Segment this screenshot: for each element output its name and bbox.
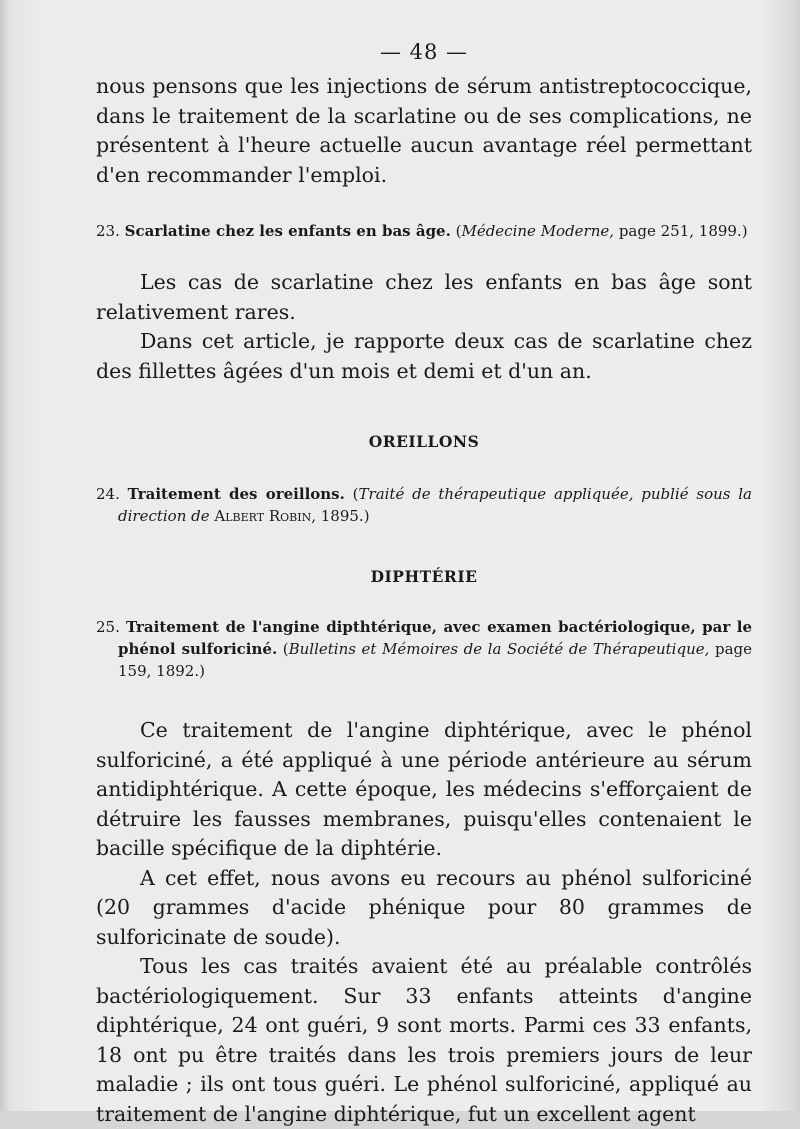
entry-23-journal: Médecine Moderne, xyxy=(461,222,615,240)
entry-23 xyxy=(96,220,752,242)
entry-23-title: Scarlatine chez les enfants en bas âge. xyxy=(124,222,451,240)
entry-23-ref-open: ( xyxy=(455,222,462,240)
entry-23-ref-rest: page 251, 1899.) xyxy=(614,222,748,240)
entry-24-title: Traitement des oreillons. xyxy=(127,485,345,503)
entry-24-ref-open: ( xyxy=(352,485,359,503)
section-heading-diphterie: DIPHTÉRIE xyxy=(370,567,478,586)
paragraph-23-b: Dans cet article, je rapporte deux cas de scarlatine chez des fillettes âgées d'un mois et demi et d'un an. xyxy=(96,329,752,383)
entry-25-ref-rest: page 159, 1892.) xyxy=(118,640,752,680)
entry-25-title: Traitement de l'angine dipthtérique, avec examen bactériologique, par le phénol sulforiciné. xyxy=(118,618,752,658)
entry-25-journal: Bulletins et Mémoires de la Société de Thérapeutique, xyxy=(288,640,710,658)
entry-25-ref-open: ( xyxy=(282,640,289,658)
paragraph-25-a: Ce traitement de l'angine diphtérique, avec le phénol sulforiciné, a été appliqué à une période antérieure au sérum antidiphtérique. A cette époque, les médecins s'efforçaient de détruire les fausses membranes, puisqu'elles contenaient le bacille spécifique de la diphtérie. xyxy=(96,718,752,860)
entry-24-number: 24. xyxy=(96,485,120,503)
entry-24-ref-rest: , 1895.) xyxy=(311,507,370,525)
entry-25-number: 25. xyxy=(96,618,120,636)
entry-24-author: Albert Robin xyxy=(214,507,312,525)
intro-paragraph: nous pensons que les injections de sérum antistreptococcique, dans le traitement de la scarlatine ou de ses complications, ne présentent à l'heure actuelle aucun avantage réel permettant d'en recommander l'emploi. xyxy=(96,74,752,187)
paragraph-25-c: Tous les cas traités avaient été au préalable contrôlés bactériologiquement. Sur 33 enfants atteints d'angine diphtérique, 24 ont guéri, 9 sont morts. Parmi ces 33 enfants, 18 ont pu être traités dans les trois premiers jours de leur maladie ; ils ont tous guéri. Le phénol sulforiciné, appliqué au traitement de l'angine diphtérique, fut un excellent agent xyxy=(96,954,752,1126)
page-content xyxy=(96,40,752,1129)
paragraph-23-a: Les cas de scarlatine chez les enfants en bas âge sont relativement rares. xyxy=(96,270,752,324)
entry-24 xyxy=(96,483,752,527)
entry-25 xyxy=(96,616,752,682)
entry-24-reference: Traité de thérapeutique appliquée, publié sous la direction de xyxy=(118,485,752,525)
paragraph-25-b: A cet effet, nous avons eu recours au phénol sulforiciné (20 grammes d'acide phénique pour 80 grammes de sulforicinate de soude). xyxy=(96,865,752,949)
entry-23-number: 23. xyxy=(96,222,120,240)
page-number: — 48 — xyxy=(379,40,469,64)
section-heading-oreillons: OREILLONS xyxy=(368,432,480,451)
